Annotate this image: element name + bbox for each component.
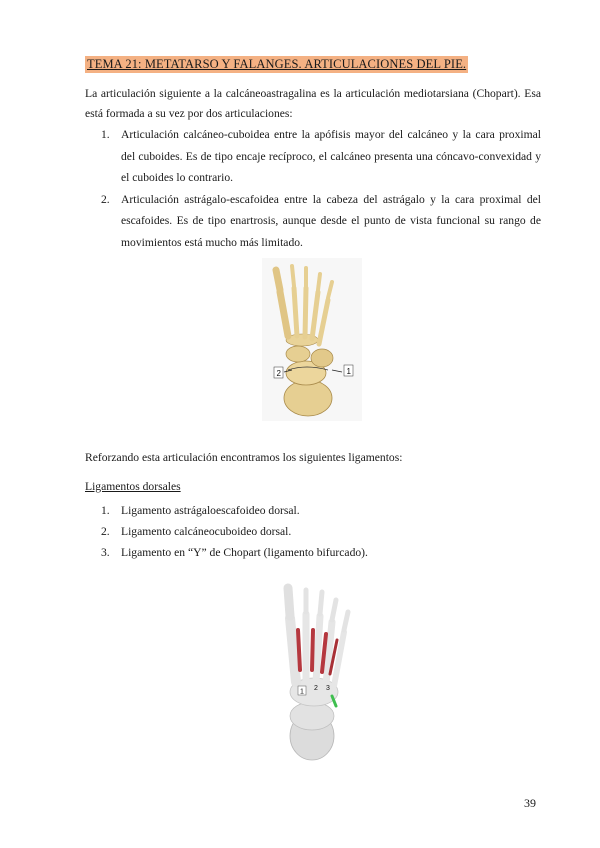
articulations-list	[85, 124, 541, 253]
chapter-title: TEMA 21: METATARSO Y FALANGES. ARTICULACIONES DEL PIE.	[87, 57, 467, 71]
intro-paragraph: La articulación siguiente a la calcáneoastragalina es la articulación mediotarsiana (Chopart). Esa está formada a su vez por dos articulaciones:	[85, 87, 541, 120]
list-item	[85, 189, 541, 254]
foot-3d-model-figure	[276, 578, 356, 762]
figure1-label-1: 1	[346, 367, 351, 376]
page-number: 39	[524, 796, 536, 810]
foot-skeleton-figure	[262, 258, 362, 421]
list-item	[85, 521, 541, 542]
list-number: 3.	[101, 546, 110, 559]
list-item	[85, 500, 541, 521]
figure2-label-1: 1	[300, 688, 304, 696]
figure2-label-2: 2	[314, 685, 318, 692]
list-number: 2.	[101, 525, 110, 538]
list-item	[85, 542, 541, 563]
reinforcing-paragraph: Reforzando esta articulación encontramos los siguientes ligamentos:	[85, 451, 403, 464]
list-number: 2.	[101, 192, 110, 206]
list-item-text: Ligamento calcáneocuboideo dorsal.	[121, 525, 292, 538]
dorsal-ligaments-list	[85, 500, 541, 563]
list-item-text: Articulación calcáneo-cuboidea entre la apófisis mayor del calcáneo y la cara proximal del cuboides. Es de tipo encaje recíproco, el calcáneo presenta una cóncavo-convexidad y el cuboides lo contrario.	[121, 128, 541, 184]
list-item-text: Ligamento astrágaloescafoideo dorsal.	[121, 504, 300, 517]
figure2-label-3: 3	[326, 685, 330, 692]
list-item	[85, 124, 541, 189]
list-number: 1.	[101, 128, 110, 141]
list-item-text: Ligamento en “Y” de Chopart (ligamento bifurcado).	[121, 546, 368, 559]
figure1-label-2: 2	[276, 369, 281, 378]
list-number: 1.	[101, 504, 110, 517]
list-item-text: Articulación astrágalo-escafoidea entre la cabeza del astrágalo y la cara proximal del escafoides. Es de tipo enartrosis, aunque desde el punto de vista funcional su rango de movimientos está mucho más limitado.	[121, 192, 541, 249]
dorsal-ligaments-heading: Ligamentos dorsales	[85, 480, 181, 493]
